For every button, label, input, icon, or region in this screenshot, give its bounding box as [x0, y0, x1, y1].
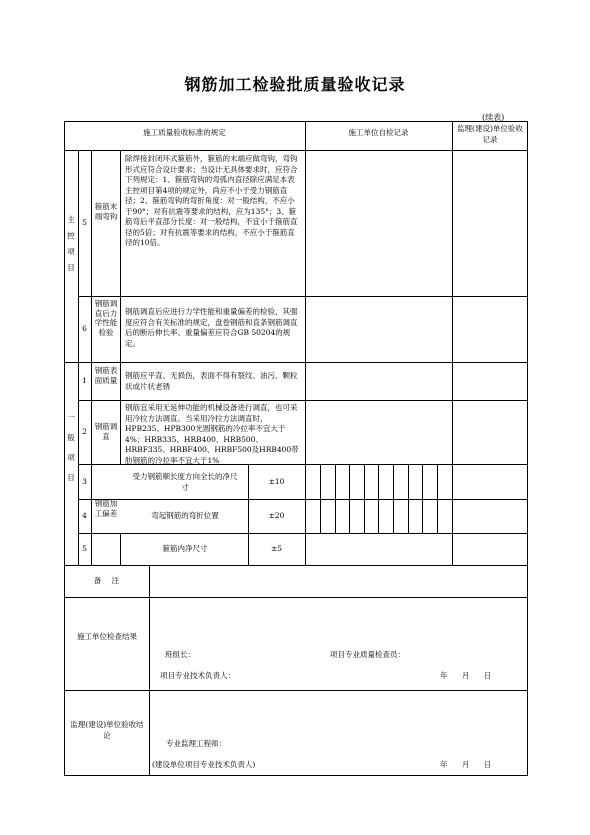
deviation-3-item: 受力钢筋顺长度方向全长的净尺寸: [132, 472, 238, 492]
continued-label: (续表): [482, 113, 505, 122]
remarks-label: 备 注: [93, 576, 120, 585]
deviation-3-no: 3: [82, 477, 87, 486]
header-self-check: 施工单位自检记录: [348, 128, 409, 137]
supervision-date: 年 月 日: [440, 760, 492, 769]
supervision-label: 监理(建设)单位验收结论: [70, 720, 144, 740]
tech-lead-label: 项目专业技术负责人：: [160, 671, 235, 680]
team-leader-label: 班组长：: [165, 650, 195, 659]
construction-date: 年 月 日: [440, 671, 492, 680]
main-item-6-name: 钢筋调直后力学性能检验: [94, 299, 118, 337]
main-item-6-text: 钢筋调直后应进行力学性能和重量偏差的检验，其强度应符合有关标准的规定，盘卷钢筋和直条钢筋调直后的断后伸长率、重量偏差应符合GB 50204的规定。: [125, 307, 298, 348]
general-item-1-name: 钢筋表面质量: [94, 366, 118, 385]
main-item-5-text: 除焊接封闭环式箍筋外，箍筋的末端应做弯钩，弯钩形式应符合设计要求；当设计无具体要求时，应符合下列规定：1、箍筋弯钩的弯弧内直径除应满足本表主控项目第4项的规定外，尚应不小于受力钢筋直径；2、箍筋弯钩的弯折角度：对一般结构，不应小于90°；对有抗震等要求的结构，应为135°；3、箍筋弯后平直部分长度：对一般结构，不宜小于箍筋直径的5倍；对有抗震等要求的结构，不应小于箍筋直径的10倍。: [125, 154, 298, 247]
general-item-1-no: 1: [82, 376, 87, 385]
deviation-3-tol: ±10: [268, 477, 285, 486]
header-supervision: 监理(建设)单位验收记录: [457, 124, 523, 144]
quality-inspector-label: 项目专业质量检查员：: [330, 650, 405, 659]
main-group-label: 主控项目: [67, 215, 75, 272]
general-item-2-no: 2: [82, 427, 87, 436]
main-item-6-no: 6: [82, 324, 87, 333]
supervising-engineer-label: 专业监理工程师：: [166, 739, 226, 748]
general-group-label: 一般项目: [67, 413, 75, 482]
header-standard: 施工质量验收标准的规定: [143, 128, 226, 137]
main-item-5-name: 箍筋末端弯钩: [94, 202, 118, 221]
deviation-5-tol: ±5: [270, 544, 283, 553]
owner-tech-lead-label: (建设单位项目专业技术负责人): [152, 760, 256, 769]
construction-label: 施工单位检查结果: [77, 632, 137, 641]
deviation-5-no: 5: [82, 544, 87, 553]
deviation-group-label: 钢筋加工偏差: [94, 499, 118, 518]
main-item-5-no: 5: [82, 218, 87, 227]
deviation-5-item: 箍筋内净尺寸: [162, 544, 208, 553]
general-item-1-text: 钢筋应平直、无损伤，表面不得有裂纹、油污、颗粒状或片状老锈: [125, 371, 298, 391]
general-item-2-name: 钢筋调直: [94, 422, 118, 441]
deviation-4-item: 弯起钢筋的弯折位置: [151, 511, 219, 520]
deviation-4-tol: ±20: [268, 511, 285, 520]
page-title: 钢筋加工检验批质量验收记录: [184, 75, 406, 94]
general-item-2-text: 钢筋宜采用无延伸功能的机械设备进行调直，也可采用冷拉方法调直。当采用冷拉方法调直时，HPB235、HPB300光圆钢筋的冷拉率不宜大于4%；HRB335、HRB400、HRB500、HRBF335、HRBF400、HRBF500及HRB400带肋钢筋的冷拉率不宜大于1%: [125, 403, 299, 465]
deviation-4-no: 4: [82, 511, 87, 520]
